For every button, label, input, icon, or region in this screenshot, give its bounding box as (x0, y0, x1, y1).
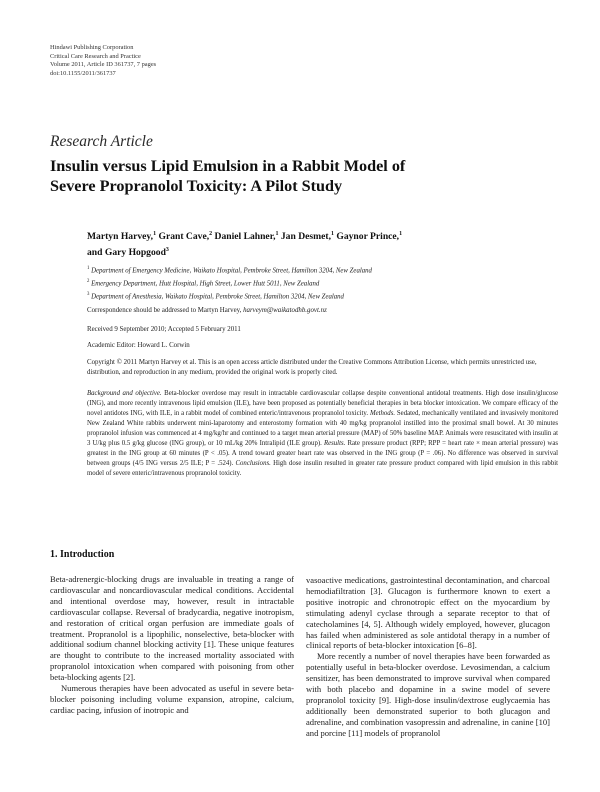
author-list (87, 228, 547, 259)
academic-editor: Academic Editor: Howard L. Corwin (87, 342, 190, 349)
author: Gaynor Prince,$^1$ (336, 231, 403, 243)
author: Jan Desmet,$^1$ (280, 231, 334, 243)
correspondence: Correspondence should be addressed to Martyn Harvey, harveym@waikatodhb.govt.nz (87, 307, 327, 314)
author: Martyn Harvey,$^1$ (87, 231, 157, 243)
email-link[interactable]: harveym@waikatodhb.govt.nz (243, 307, 327, 314)
left-column (50, 574, 294, 716)
affiliation: $^3$ Department of Anesthesia, Waikato Hospital, Pembroke Street, Hamilton 3204, New Zealand (87, 291, 344, 301)
section-heading: 1. Introduction (50, 549, 115, 560)
paragraph: Beta-adrenergic-blocking drugs are invaluable in treating a range of cardiovascular and noncardiovascular medical conditions. Accidental and intentional overdose may, however, result in intractable cardiovascular collapse. Reversal of bradycardia, negative inotropism, and restoration of critical organ perfusion are immediate goals of treatment. Propranolol is a lipophilic, nonselective, beta-blocker with additional sodium channel blocking activity [1]. These unique features are thought to contribute to the increased mortality associated with propranolol intoxication when compared with poisoning from other beta-blocking agents [2]. (50, 574, 294, 683)
right-column (306, 575, 550, 739)
title-line: Insulin versus Lipid Emulsion in a Rabbit Model of (50, 157, 406, 175)
author: and Gary Hopgood$^3$ (87, 246, 169, 258)
affiliation: $^2$ Emergency Department, Hutt Hospital, High Street, Lower Hutt 5011, New Zealand (87, 278, 320, 288)
doi-line: doi:10.1155/2011/361737 (50, 69, 116, 77)
paragraph: vasoactive medications, gastrointestinal decontamination, and charcoal hemodiafiltration [3]. Glucagon is furthermore known to exert a positive inotropic and chronotropic effect on the myocardium by stimulating adenyl cyclase through a separate receptor to that of catecholamines [4, 5]. Although widely employed, however, glucagon has failed when administered as sole antidotal therapy in a number of clinical reports of beta-blocker intoxication [6–8]. (306, 575, 550, 651)
paragraph: More recently a number of novel therapies have been forwarded as potentially useful in beta-blocker overdose. Levosimendan, a calcium sensitizer, has been demonstrated to improve survival when compared with both placebo and dopamine in a swine model of severe propranolol toxicity [9]. High-dose insulin/dextrose euglycaemia has additionally been demonstrated superior to both glucagon and adrenaline, and combination vasopressin and adrenaline, in canine [10] and porcine [11] models of propranolol (306, 651, 550, 738)
author: Grant Cave,$^2$ (158, 231, 213, 243)
received-dates: Received 9 September 2010; Accepted 5 February 2011 (87, 326, 241, 333)
volume-line: Volume 2011, Article ID 361737, 7 pages (50, 61, 157, 69)
journal-header (50, 44, 156, 78)
paragraph: Numerous therapies have been advocated as useful in severe beta-blocker poisoning including volume expansion, atropine, calcium, cardiac pacing, infusion of inotropic and (50, 683, 294, 715)
affiliations (87, 264, 557, 303)
copyright-notice: Copyright © 2011 Martyn Harvey et al. This is an open access article distributed under the Creative Commons Attribution License, which permits unrestricted use, distribution, and reproduction in any medium, provided the original work is properly cited. (87, 359, 537, 376)
affiliation: $^1$ Department of Emergency Medicine, Waikato Hospital, Pembroke Street, Hamilton 3204, New Zealand (87, 266, 372, 275)
title-line: Severe Propranolol Toxicity: A Pilot Study (50, 177, 343, 195)
journal-line: Critical Care Research and Practice (50, 52, 141, 60)
abstract: Background and objective. Beta-blocker overdose may result in intractable cardiovascular collapse despite conventional antidotal treatments. High dose insulin/glucose (ING), and more recently intravenous lipid emulsion (ILE), have been proposed as potentially beneficial therapies in beta blocker intoxication. We compare efficacy of the novel antidotes ING, with ILE, in a rabbit model of combined enteric/intravenous propranolol toxicity. Methods. Sedated, mechanically ventilated and invasively monitored New Zealand White rabbits underwent mini-laparotomy and enterostomy formation with 40 mg/kg propranolol instilled into the proximal small bowel. At 30 minutes propranolol infusion was commenced at 4 mg/kg/hr and continued to a target mean arterial pressure (MAP) of 50% baseline MAP. Animals were resuscitated with insulin at 3 U/kg plus 0.5 g/kg glucose (ING group), or 10 mL/kg 20% Intralipid (ILE group). Results. Rate pressure product (RPP; RPP = heart rate × mean arterial pressure) was greatest in the ING group at 60 minutes (P < .05). A trend toward greater heart rate was observed in the ING group (P = .06). No difference was observed in survival between groups (4/5 ING versus 2/5 ILE; P = .524). Conclusions. High dose insulin resulted in greater rate pressure product compared with lipid emulsion in this rabbit model of severe enteric/intravenous propranolol toxicity. (87, 390, 559, 477)
publisher-line: Hindawi Publishing Corporation (50, 44, 134, 51)
author: Daniel Lahner,$^1$ (214, 231, 279, 243)
article-type: Research Article (50, 133, 153, 150)
paper-title (50, 156, 550, 196)
